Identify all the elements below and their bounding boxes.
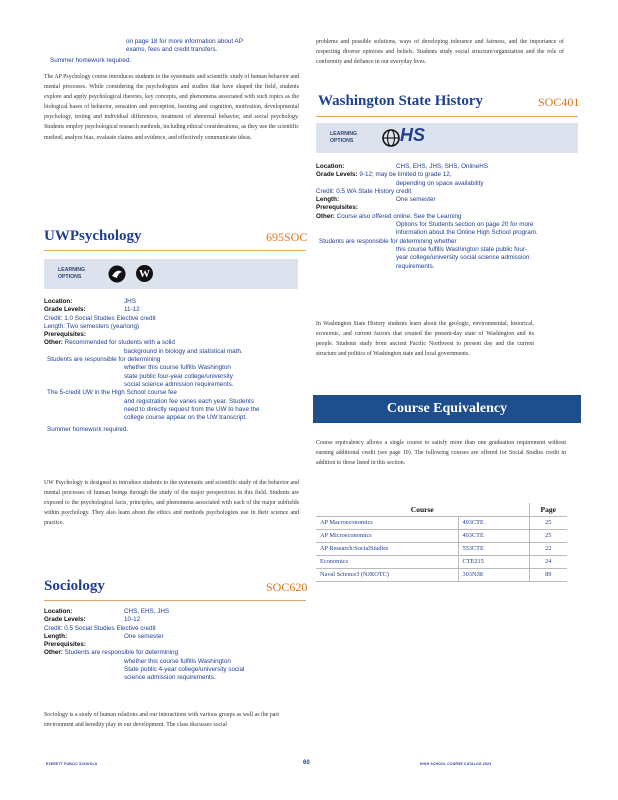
page-cell: 89 <box>529 568 567 581</box>
other-line: and registration fee varies each year. Students <box>124 397 254 405</box>
course-equivalency-description: Course equivalency allows a single course to satisfy more than one graduation requirement without earning additional credit (see page 10). The following courses are offered for Social Studies credit in addition to those listed in this section. <box>316 440 566 467</box>
other-row <box>316 213 578 221</box>
value: One semester <box>124 632 164 640</box>
page-cell: 25 <box>529 516 567 529</box>
length-row <box>316 196 578 204</box>
value: Course also offered online. See the Learning <box>336 212 462 220</box>
course-name-cell: AP Macroeconomics <box>316 516 458 529</box>
table-row <box>316 568 567 581</box>
grade-line: depending on space availability <box>396 179 484 187</box>
equivalency-table-body <box>316 516 567 581</box>
label: Length: <box>316 196 340 204</box>
equivalency-table <box>316 503 567 582</box>
options-label-line: LEARNING <box>58 267 86 273</box>
prereq-row: Prerequisites: <box>316 204 358 212</box>
other-line: Students are responsible for determining whether <box>319 237 457 245</box>
label: Location: <box>44 608 73 615</box>
sociology-description: Sociology is a study of human relations and our interactions with various groups as well as the part environment and heredity play in our development. The class discusses social <box>44 712 279 729</box>
label: Length: <box>44 632 68 640</box>
other-row <box>44 339 304 347</box>
other-line: State public 4-year college/university social <box>124 666 245 674</box>
location-row <box>44 298 304 306</box>
other-line: college course appear on the UW transcript. <box>124 414 247 422</box>
page-cell: 24 <box>529 555 567 568</box>
page-number: 60 <box>303 760 310 766</box>
credit-row: Credit: 1.0 Social Studies Elective credit <box>44 314 156 322</box>
label: Location: <box>44 298 73 305</box>
course-name-cell: Economics <box>316 555 458 568</box>
value: 11-12 <box>124 306 140 314</box>
learning-options-label <box>330 131 357 145</box>
course-name-cell: Naval Science3 (NJROTC) <box>316 568 458 581</box>
section-rule <box>44 250 306 251</box>
learning-options-bar <box>44 259 298 289</box>
credit-row: Credit: 0.5 WA State History credit <box>316 187 412 195</box>
course-code-cell: 493CTE <box>458 516 529 529</box>
other-line: social science admission requirements. <box>124 380 234 388</box>
other-line: The 5-credit UW in the High School course fee <box>47 389 177 397</box>
label: Other: <box>316 212 335 220</box>
sociology-continued-description: problems and possible solutions, ways of developing tolerance and fairness, and the importance of respecting diverse opinions and beliefs. Students study social structure/organization and the role of conformity and defiance in our everyday lives. <box>316 39 564 66</box>
footer-catalog: HIGH SCHOOL COURSE CATALOG 2023 <box>420 762 492 766</box>
value: CHS, EHS, JHS <box>124 608 170 615</box>
other-line: whether this course fulfills Washington <box>124 364 231 372</box>
other-line: year college/university social science admission <box>396 254 530 262</box>
sociology-title: Sociology <box>44 578 105 594</box>
uw-psychology-code: 695SOC <box>266 230 308 244</box>
table-row <box>316 542 567 555</box>
other-line: requirements. <box>396 262 435 270</box>
course-code-cell: 493CTE <box>458 529 529 542</box>
uw-icon: W <box>136 265 153 282</box>
wa-history-details <box>316 163 578 271</box>
wa-history-code: SOC401 <box>538 95 580 109</box>
running-start-icon <box>108 265 126 288</box>
other-line: this course fulfills Washington state public four- <box>396 245 528 253</box>
other-line: science admission requirements. <box>124 674 216 682</box>
value: Students are responsible for determining <box>64 649 179 657</box>
section-rule <box>44 600 306 601</box>
value: JHS <box>124 298 136 305</box>
options-label-line: OPTIONS <box>58 274 82 280</box>
continuation-line: on page 18 for more information about AP <box>126 38 243 45</box>
value: 9-12; may be limited to grade 12, <box>359 171 452 179</box>
page-cell: 22 <box>529 542 567 555</box>
course-name-cell: AP Microeconomics <box>316 529 458 542</box>
location-row <box>44 608 304 616</box>
wa-history-title: Washington State History <box>318 93 484 109</box>
uw-psychology-details <box>44 298 304 435</box>
options-label-line: OPTIONS <box>330 138 354 144</box>
table-row <box>316 529 567 542</box>
uw-psychology-description: UW Psychology is designed to introduce students to the systematic and scientific study of the behavior and mental processes of human beings through the study of the major perspectives in this field. Students are exposed to the psychological facts, principles, and phenomena associated with each of the major subfields within psychology. They also learn about the ethics and methods psychologists use in their science and practice. <box>44 480 299 527</box>
course-column-header: Course <box>316 503 529 516</box>
other-line: Students are responsible for determining <box>47 356 161 364</box>
summer-homework-note: Summer homework required. <box>50 57 132 64</box>
value: Recommended for students with a solid <box>64 339 175 347</box>
label: Grade Levels: <box>44 306 86 314</box>
page-column-header: Page <box>529 503 567 516</box>
page-cell: 25 <box>529 529 567 542</box>
value: CHS, EHS, JHS, SHS, OnlineHS <box>396 163 489 170</box>
course-code-cell: 553CTE <box>458 542 529 555</box>
continuation-line: exams, fees and credit transfers. <box>126 46 218 54</box>
grade-row <box>316 171 578 179</box>
course-code-cell: 303NJR <box>458 568 529 581</box>
value: 10-12 <box>124 616 141 624</box>
label: Other: <box>44 339 63 347</box>
globe-icon <box>382 129 400 152</box>
sociology-code: SOC620 <box>266 580 308 594</box>
options-label-line: LEARNING <box>330 131 358 137</box>
uw-psychology-title: UWPsychology <box>44 228 142 244</box>
other-line: background in biology and statistical math. <box>124 347 243 355</box>
ap-psychology-description: The AP Psychology course introduces students to the systematic and scientific study of human behavior and mental processes. While considering the psychologists and studies that have shaped the field, students explore and apply psychological theories, key concepts, and phenomena associated with such topics as the biological bases of behavior, sensation and perception, learning and cognition, motivation, developmental psychology, testing and individual differences, treatment of abnormal behavior, and social psychology. Students employ psychological research methods, including ethical considerations, as they use the scientific method, analyze bias, evaluate claims and evidence, and effectively communicate ideas. <box>44 74 299 141</box>
other-row <box>44 649 304 657</box>
course-equivalency-banner <box>313 395 581 423</box>
credit-row: Credit: 0.5 Social Studies Elective credit <box>44 624 156 632</box>
other-line: need to directly request from the UW to have the <box>124 405 260 413</box>
summer-homework-note: Summer homework required. <box>47 426 129 434</box>
length-row <box>44 633 304 641</box>
sociology-details <box>44 608 304 683</box>
label: Grade Levels: <box>316 171 358 179</box>
table-row <box>316 516 567 529</box>
course-equivalency-title: Course Equivalency <box>386 401 508 416</box>
label: Grade Levels: <box>44 616 86 624</box>
footer-district: EVERETT PUBLIC SCHOOLS <box>46 762 98 766</box>
ap-continuation <box>126 38 306 55</box>
course-name-cell: AP Research:SocialStudies <box>316 542 458 555</box>
label: Other: <box>44 649 63 657</box>
value: One semester <box>396 196 436 204</box>
label: Location: <box>316 163 345 170</box>
other-line: whether this course fulfills Washington <box>124 657 231 665</box>
learning-options-label <box>58 267 85 281</box>
other-line: information about the Online High School program. <box>396 229 538 237</box>
length-row: Length: Two semesters (yearlong) <box>44 322 140 330</box>
other-line: Options for Students section on page 20 for more <box>396 221 534 229</box>
grade-row <box>44 306 304 314</box>
learning-options-bar <box>316 123 578 153</box>
grade-row <box>44 616 304 624</box>
prereq-row: Prerequisites: <box>44 641 86 649</box>
course-code-cell: CTE215 <box>458 555 529 568</box>
other-line: state public four-year college/university <box>124 372 233 380</box>
wa-history-description: In Washington State History students learn about the geologic, environmental, historical, economic, and current factors that created the present-day state of Washington and its people. Students study from ancient Pacific Northwest to present day and the current structure and politics of Washington state and local governments. <box>316 321 534 358</box>
online-hs-icon: HS <box>400 125 426 145</box>
table-row <box>316 555 567 568</box>
prereq-row: Prerequisites: <box>44 331 86 339</box>
table-header-row <box>316 503 567 516</box>
section-rule <box>316 116 578 117</box>
location-row <box>316 163 578 171</box>
